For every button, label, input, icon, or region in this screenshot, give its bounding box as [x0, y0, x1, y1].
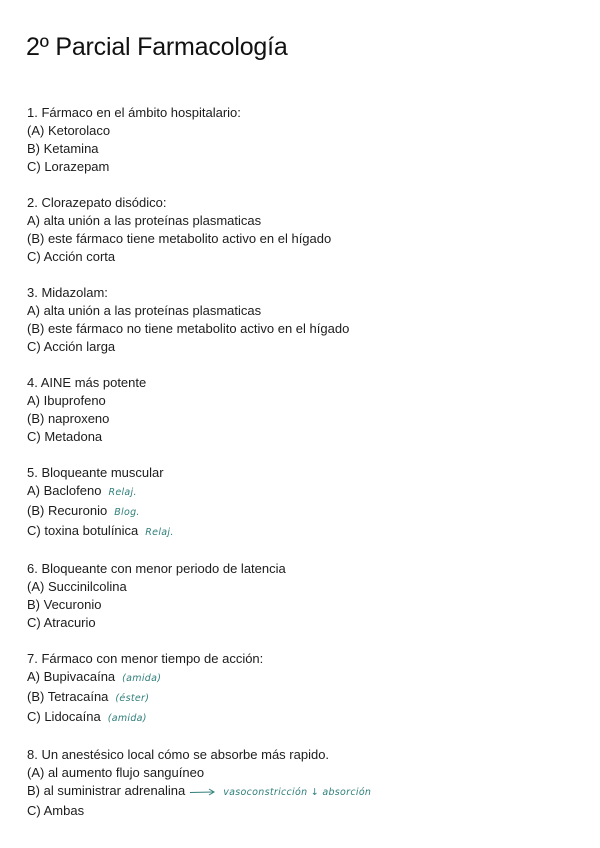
option-text: B) Vecuronio — [27, 597, 102, 612]
answer-option — [27, 614, 587, 632]
question-3 — [27, 284, 587, 356]
handwritten-note: Relaj. — [145, 527, 174, 538]
question-prompt: 3. Midazolam: — [27, 285, 108, 300]
answer-option — [27, 708, 587, 728]
answer-option — [27, 392, 587, 410]
option-text: C) Acción larga — [27, 339, 116, 354]
option-text: A) Ibuprofeno — [27, 393, 106, 408]
option-text: (B) este fármaco no tiene metabolito activo en el hígado — [27, 321, 350, 336]
answer-option — [27, 688, 587, 708]
handwritten-note: vasoconstricción ↓ absorción — [223, 787, 372, 798]
question-prompt: 2. Clorazepato disódico: — [27, 195, 167, 210]
option-text: C) Lidocaína — [27, 709, 101, 724]
option-text: C) Lorazepam — [27, 159, 110, 174]
answer-option — [27, 522, 587, 542]
handwritten-note: (amida) — [107, 713, 147, 724]
answer-option — [27, 302, 587, 320]
answer-option — [27, 578, 587, 596]
answer-option — [27, 802, 587, 820]
question-6 — [27, 560, 587, 632]
answer-option — [27, 338, 587, 356]
handwritten-note: Relaj. — [108, 487, 137, 498]
answer-option — [27, 410, 587, 428]
option-text: C) toxina botulínica — [27, 523, 139, 538]
answer-option — [27, 782, 587, 802]
question-prompt: 5. Bloqueante muscular — [27, 465, 164, 480]
question-1 — [27, 104, 587, 176]
option-text: (A) Ketorolaco — [27, 123, 111, 138]
question-prompt: 6. Bloqueante con menor periodo de latencia — [27, 561, 286, 576]
question-8 — [27, 746, 587, 820]
question-prompt: 1. Fármaco en el ámbito hospitalario: — [27, 105, 241, 120]
answer-option — [27, 158, 587, 176]
answer-option — [27, 596, 587, 614]
answer-option — [27, 248, 587, 266]
question-list — [27, 104, 587, 838]
answer-option — [27, 764, 587, 782]
option-text: C) Metadona — [27, 429, 103, 444]
question-prompt: 4. AINE más potente — [27, 375, 147, 390]
option-text: B) Ketamina — [27, 141, 99, 156]
option-text: (B) naproxeno — [27, 411, 110, 426]
option-text: A) Baclofeno — [27, 483, 102, 498]
question-7 — [27, 650, 587, 728]
answer-option — [27, 320, 587, 338]
option-text: A) alta unión a las proteínas plasmaticas — [27, 303, 262, 318]
option-text: A) alta unión a las proteínas plasmaticas — [27, 213, 262, 228]
option-text: A) Bupivacaína — [27, 669, 116, 684]
page-title: 2º Parcial Farmacología — [26, 32, 288, 61]
option-text: C) Acción corta — [27, 249, 116, 264]
handwritten-note: (amida) — [122, 673, 162, 684]
answer-option — [27, 482, 587, 502]
question-5 — [27, 464, 587, 542]
answer-option — [27, 668, 587, 688]
question-prompt: 7. Fármaco con menor tiempo de acción: — [27, 651, 264, 666]
option-text: (B) este fármaco tiene metabolito activo en el hígado — [27, 231, 332, 246]
answer-option — [27, 122, 587, 140]
option-text: (B) Recuronio — [27, 503, 108, 518]
question-2 — [27, 194, 587, 266]
question-prompt: 8. Un anestésico local cómo se absorbe más rapido. — [27, 747, 330, 762]
answer-option — [27, 230, 587, 248]
option-text: (A) al aumento flujo sanguíneo — [27, 765, 205, 780]
answer-option — [27, 428, 587, 446]
option-text: B) al suministrar adrenalina — [27, 783, 186, 798]
handwritten-note: Blog. — [114, 507, 140, 518]
option-text: (B) Tetracaína — [27, 689, 109, 704]
answer-option — [27, 502, 587, 522]
answer-option — [27, 212, 587, 230]
question-4 — [27, 374, 587, 446]
handwritten-note: (éster) — [115, 693, 150, 704]
arrow-right-icon — [190, 788, 216, 796]
option-text: (A) Succinilcolina — [27, 579, 127, 594]
answer-option — [27, 140, 587, 158]
option-text: C) Ambas — [27, 803, 85, 818]
option-text: C) Atracurio — [27, 615, 96, 630]
